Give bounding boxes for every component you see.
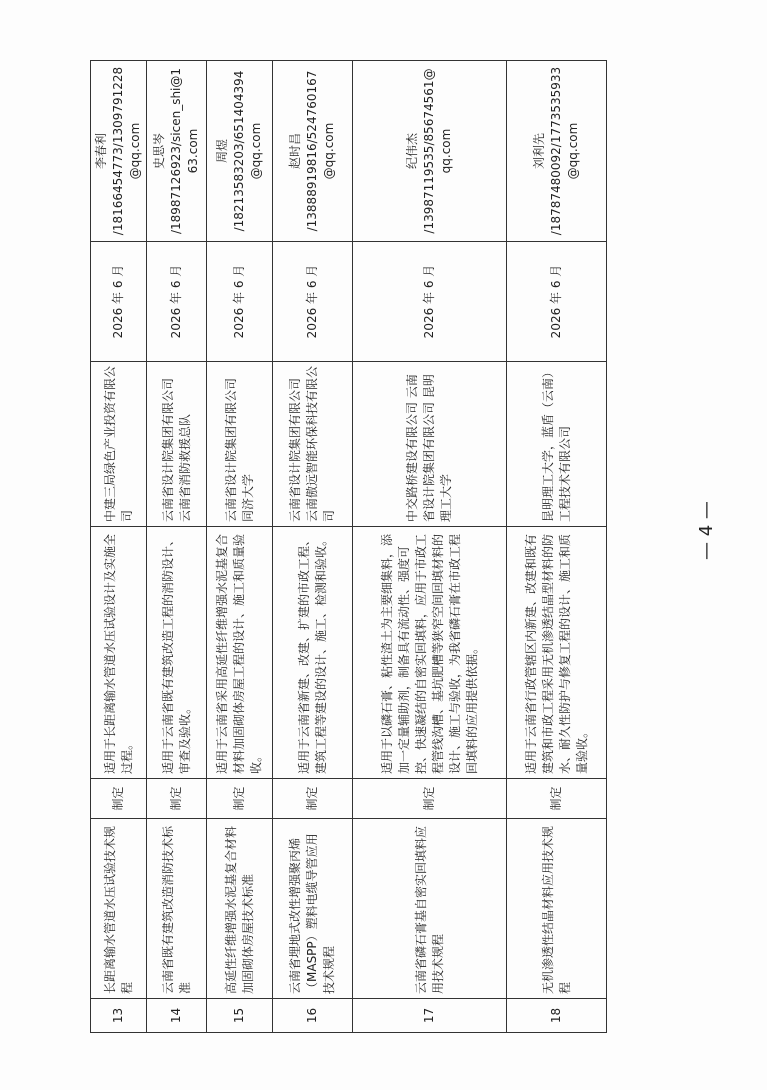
standard-type: 制定 [353,779,507,819]
standard-name: 云南省既有建筑改造消防技术标准 [147,819,207,999]
contact-cell [273,61,353,242]
contact-name: 周煜 [215,139,229,164]
standard-type: 制定 [91,779,147,819]
table-row [147,61,207,1033]
completion-date: 2026 年 6 月 [147,242,207,362]
row-number: 15 [207,999,273,1033]
standard-scope: 适用于云南省新建、改建、扩建的市政工程、建筑工程等建设的设计、施工、检测和验收。 [273,527,353,779]
contact-info: /13987119535/85674561@qq.com [422,68,453,234]
contact-name: 赵时昌 [288,133,302,170]
table-row [353,61,507,1033]
contact-info: /18213583203/651404394@qq.com [232,70,263,232]
standard-type: 制定 [147,779,207,819]
standard-type: 制定 [507,779,607,819]
contact-cell [353,61,507,242]
completion-date: 2026 年 6 月 [91,242,147,362]
completion-date: 2026 年 6 月 [353,242,507,362]
row-number: 13 [91,999,147,1033]
standard-type: 制定 [273,779,353,819]
standard-orgs: 昆明理工大学，蓝盾（云南）工程技术有限公司 [507,362,607,527]
contact-name: 史思岑 [152,133,166,170]
standard-name: 无机渗透性结晶材料应用技术规程 [507,819,607,999]
standard-orgs: 中交路桥建设有限公司 云南省设计院集团有限公司 昆明理工大学 [353,362,507,527]
contact-name: 刘利先 [532,133,546,170]
contact-name: 李春利 [94,133,108,170]
table-row [507,61,607,1033]
contact-name: 纪伟杰 [405,133,419,170]
standards-table [90,60,607,1033]
row-number: 14 [147,999,207,1033]
standard-scope: 适用于云南省采用高延性纤维增强水泥基复合材料加固砌体房屋工程的设计、施工和质量验收。 [207,527,273,779]
contact-info: /13888919816/524760167@qq.com [305,70,336,232]
completion-date: 2026 年 6 月 [273,242,353,362]
standard-scope: 适用于以磷石膏、粘性渣土为主要细集料，添加一定量辅助剂，制备具有流动性、强度可控、快速凝结的自密实回填料，应用于市政工程管线沟槽、基坑肥槽等狭窄空间回填材料的设计、施工与验收，为我省磷石膏在市政工程回填料的应用提供依据。 [353,527,507,779]
standard-orgs: 云南省设计院集团有限公司 云南傲远智能环保科技有限公司 [273,362,353,527]
standard-name: 云南省磷石膏基自密实回填料应用技术规程 [353,819,507,999]
contact-cell [147,61,207,242]
page-number-text: — 4 — [696,501,717,560]
standard-name: 云南省埋地式改性增强聚丙烯（MASPP）塑料电缆导管应用技术规程 [273,819,353,999]
contact-cell [507,61,607,242]
contact-info: /18787480092/1773535933@qq.com [549,66,580,236]
standard-name: 长距离输水管道水压试验技术规程 [91,819,147,999]
standard-scope: 适用于云南省既有建筑改造工程的消防设计、审查及验收。 [147,527,207,779]
standard-type: 制定 [207,779,273,819]
standards-table-rotated [90,61,606,1033]
table-row [273,61,353,1033]
contact-info: /18166454773/1309791228@qq.com [111,66,142,236]
standard-orgs: 云南省设计院集团有限公司 同济大学 [207,362,273,527]
completion-date: 2026 年 6 月 [507,242,607,362]
completion-date: 2026 年 6 月 [207,242,273,362]
standard-orgs: 中建三局绿色产业投资有限公司 [91,362,147,527]
standard-name: 高延性纤维增强水泥基复合材料加固砌体房屋技术标准 [207,819,273,999]
contact-info: /18987126923/sicen_shi@163.com [169,67,200,235]
row-number: 17 [353,999,507,1033]
standard-orgs: 云南省设计院集团有限公司 云南省消防救援总队 [147,362,207,527]
row-number: 18 [507,999,607,1033]
standard-scope: 适用于长距离输水管道水压试验设计及实施全过程。 [91,527,147,779]
table-row [91,61,147,1033]
standard-scope: 适用于云南省行政管辖区内新建、改建和既有建筑和市政工程采用无机渗透结晶型材料的防水、耐久性防护与修复工程的设计、施工和质量验收。 [507,527,607,779]
contact-cell [91,61,147,242]
row-number: 16 [273,999,353,1033]
page-number [662,501,752,560]
table-row [207,61,273,1033]
contact-cell [207,61,273,242]
